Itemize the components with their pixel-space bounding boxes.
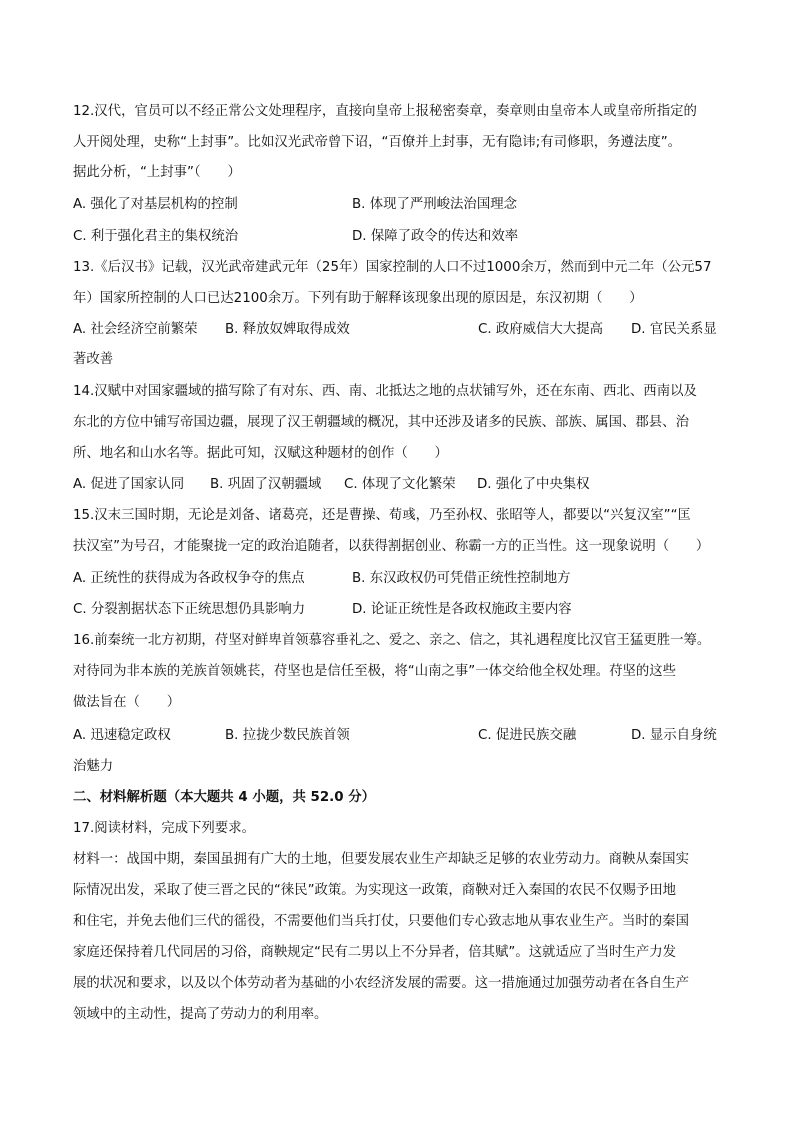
q13-option-d: D. 官民关系显 xyxy=(631,322,717,337)
q16-stem-line-3: 做法旨在（ ） xyxy=(73,695,181,710)
q13-stem-line-2: 年）国家所控制的人口已达2100余万。下列有助于解释该现象出现的原因是，东汉初期（ ） xyxy=(73,291,643,306)
q17-material-line-3: 和住宅，并免去他们三代的徭役，不需要他们当兵打仗，只要他们专心致志地从事农业生产。当时的秦国 xyxy=(73,914,689,929)
q15-option-c: C. 分裂割据状态下正统思想仍具影响力 xyxy=(73,602,306,617)
q17-material-line-2: 际情况出发，采取了使三晋之民的“徕民”政策。为实现这一政策，商鞅对迁入秦国的农民不仅赐予田地 xyxy=(73,883,677,898)
q12-stem-line-3: 据此分析，“上封事”（ ） xyxy=(73,165,241,180)
q12-option-a: A. 强化了对基层机构的控制 xyxy=(73,197,238,212)
q13-option-c: C. 政府威信大大提高 xyxy=(478,322,603,337)
q16-stem-line-1: 16.前秦统一北方初期，苻坚对鲜卑首领慕容垂礼之、爱之、亲之、信之，其礼遇程度比汉官王猛更胜一筹。 xyxy=(73,633,711,648)
q16-stem-line-2: 对待同为非本族的羌族首领姚苌，苻坚也是信任至极，将“山南之事”一体交给他全权处理。苻坚的这些 xyxy=(73,664,677,679)
q14-stem-line-1: 14.汉赋中对国家疆域的描写除了有对东、西、南、北抵达之地的点状铺写外，还在东南、西北、西南以及 xyxy=(73,384,697,399)
q15-option-b: B. 东汉政权仍可凭借正统性控制地方 xyxy=(352,571,571,586)
q14-stem-line-2: 东北的方位中铺写帝国边疆，展现了汉王朝疆域的概况，其中还涉及诸多的民族、部族、属国、郡县、治 xyxy=(73,415,689,430)
q17-material-line-6: 领域中的主动性，提高了劳动力的利用率。 xyxy=(73,1007,328,1022)
section-heading: 二、材料解析题（本大题共 4 小题，共 52.0 分） xyxy=(73,790,376,805)
q12-option-b: B. 体现了严刑峻法治国理念 xyxy=(352,197,517,212)
q17-material-line-1: 材料一：战国中期，秦国虽拥有广大的土地，但要发展农业生产却缺乏足够的农业劳动力。商鞅从秦国实 xyxy=(73,852,689,867)
q17-intro: 17.阅读材料，完成下列要求。 xyxy=(73,821,255,836)
q16-option-a: A. 迅速稳定政权 xyxy=(73,728,171,743)
q13-stem-line-1: 13.《后汉书》记载，汉光武帝建武元年（25年）国家控制的人口不过1000余万，然而到中元二年（公元57 xyxy=(73,260,712,275)
q14-option-c: C. 体现了文化繁荣 xyxy=(344,477,456,492)
q12-option-c: C. 利于强化君主的集权统治 xyxy=(73,229,239,244)
q12-stem-line-1: 12.汉代，官员可以不经正常公文处理程序，直接向皇帝上报秘密奏章，奏章则由皇帝本人或皇帝所指定的 xyxy=(73,104,697,119)
q16-option-b: B. 拉拢少数民族首领 xyxy=(225,728,350,743)
q13-option-b: B. 释放奴婢取得成效 xyxy=(225,322,350,337)
q17-material-line-5: 展的状况和要求，以及以个体劳动者为基础的小农经济发展的需要。这一措施通过加强劳动者在各自生产 xyxy=(73,976,689,991)
q15-stem-line-2: 扶汉室”为号召，才能聚拢一定的政治追随者，以获得割据创业、称霸一方的正当性。这一现象说明（ ） xyxy=(73,539,710,554)
q12-stem-line-2: 人开阅处理，史称“上封事”。比如汉光武帝曾下诏，“百僚并上封事，无有隐讳;有司修职，务遵法度”。 xyxy=(73,135,682,150)
q15-stem-line-1: 15.汉末三国时期，无论是刘备、诸葛亮，还是曹操、荀彧，乃至孙权、张昭等人，都要以“兴复汉室”“匡 xyxy=(73,508,691,523)
q15-option-d: D. 论证正统性是各政权施政主要内容 xyxy=(352,602,572,617)
q17-material-line-4: 家庭还保持着几代同居的习俗，商鞅规定“民有二男以上不分异者，倍其赋”。这就适应了当时生产力发 xyxy=(73,945,677,960)
q14-option-d: D. 强化了中央集权 xyxy=(477,477,590,492)
q16-option-d: D. 显示自身统 xyxy=(631,728,717,743)
q13-option-a: A. 社会经济空前繁荣 xyxy=(73,322,198,337)
q15-option-a: A. 正统性的获得成为各政权争夺的焦点 xyxy=(73,571,305,586)
q16-option-d-cont: 治魅力 xyxy=(73,759,114,774)
q16-option-c: C. 促进民族交融 xyxy=(478,728,577,743)
q14-stem-line-3: 所、地名和山水名等。据此可知，汉赋这种题材的创作（ ） xyxy=(73,446,448,461)
q14-option-a: A. 促进了国家认同 xyxy=(73,477,185,492)
q12-option-d: D. 保障了政令的传达和效率 xyxy=(352,229,519,244)
q14-option-b: B. 巩固了汉朝疆域 xyxy=(210,477,322,492)
q13-option-d-cont: 著改善 xyxy=(73,352,114,367)
